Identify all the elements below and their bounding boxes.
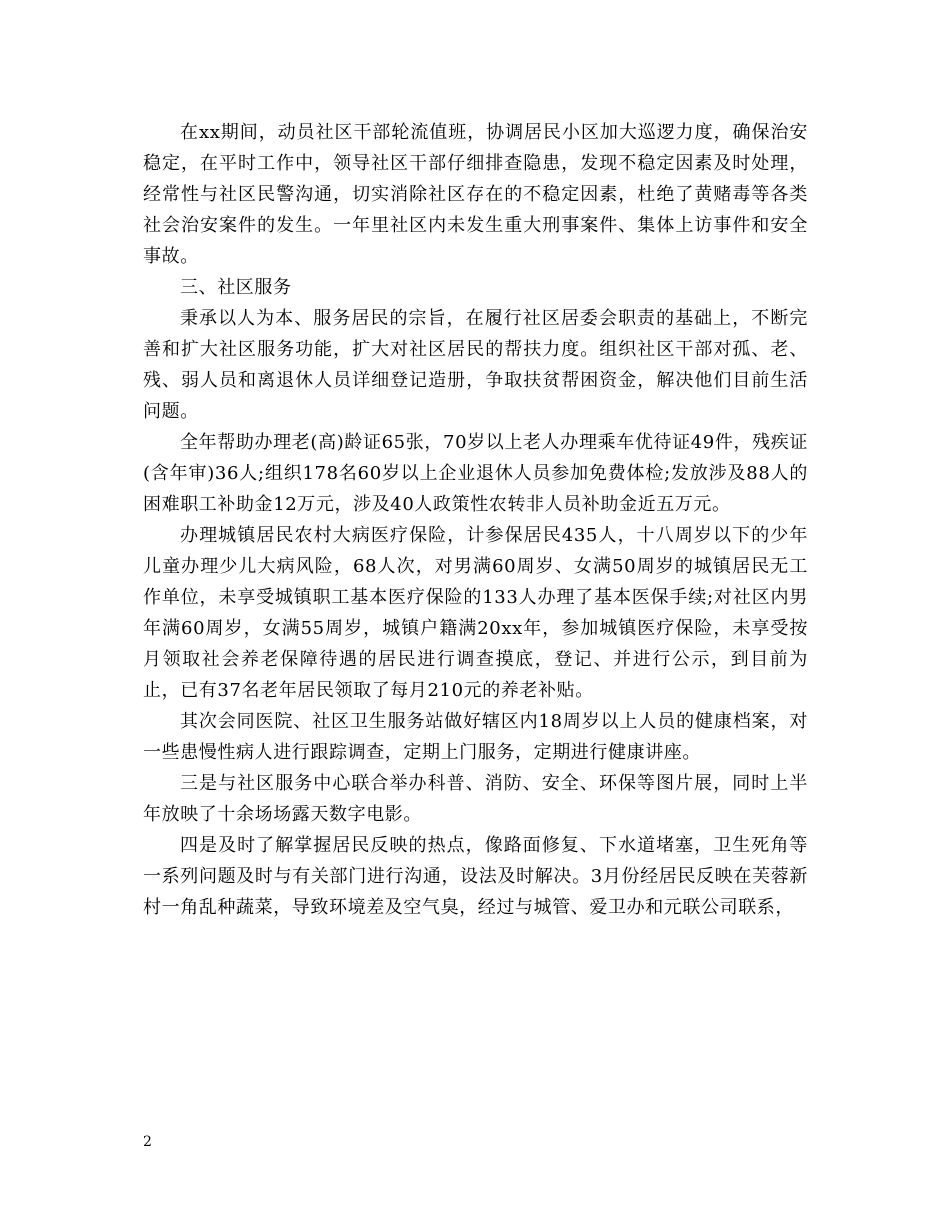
paragraph-annual-assistance: 全年帮助办理老(高)龄证65张，70岁以上老人办理乘车优待证49件，残疾证(含年审)36人;组织178名60岁以上企业退休人员参加免费体检;发放涉及88人的困难职工补助金12万元，涉及40人政策性农转非人员补助金近五万元。 (143, 432, 808, 515)
paragraph-health-records: 其次会同医院、社区卫生服务站做好辖区内18周岁以上人员的健康档案，对一些患慢性病人进行跟踪调查，定期上门服务，定期进行健康讲座。 (143, 711, 808, 763)
paragraph-medical-insurance: 办理城镇居民农村大病医疗保险，计参保居民435人，十八周岁以下的少年儿童办理少儿大病风险，68人次，对男满60周岁、女满50周岁的城镇居民无工作单位，未享受城镇职工基本医疗保险的133人办理了基本医保手续;对社区内男年满60周岁，女满55周岁，城镇户籍满20xx年，参加城镇医疗保险，未享受按月领取社会养老保障待遇的居民进行调查摸底，登记、并进行公示，到目前为止，已有37名老年居民领取了每月210元的养老补贴。 (143, 525, 808, 701)
section-heading-community-service: 三、社区服务 (180, 277, 292, 298)
document-body (143, 117, 808, 923)
paragraph-service-purpose: 秉承以人为本、服务居民的宗旨，在履行社区居委会职责的基础上，不断完善和扩大社区服务功能，扩大对社区居民的帮扶力度。组织社区干部对孤、老、残、弱人员和离退休人员详细登记造册，争取扶贫帮困资金，解决他们目前生活问题。 (143, 308, 808, 422)
paragraph-resident-issues: 四是及时了解掌握居民反映的热点，像路面修复、下水道堵塞，卫生死角等一系列问题及时与有关部门进行沟通，设法及时解决。3月份经居民反映在芙蓉新村一角乱种蔬菜，导致环境差及空气臭，经过与城管、爱卫办和元联公司联系， (143, 835, 808, 918)
page-number: 2 (143, 1134, 152, 1150)
paragraph-exhibitions: 三是与社区服务中心联合举办科普、消防、安全、环保等图片展，同时上半年放映了十余场场露天数字电影。 (143, 773, 808, 825)
paragraph-public-security: 在xx期间，动员社区干部轮流值班，协调居民小区加大巡逻力度，确保治安稳定，在平时工作中，领导社区干部仔细排查隐患，发现不稳定因素及时处理，经常性与社区民警沟通，切实消除社区存在的不稳定因素，杜绝了黄赌毒等各类社会治安案件的发生。一年里社区内未发生重大刑事案件、集体上访事件和安全事故。 (143, 122, 808, 267)
